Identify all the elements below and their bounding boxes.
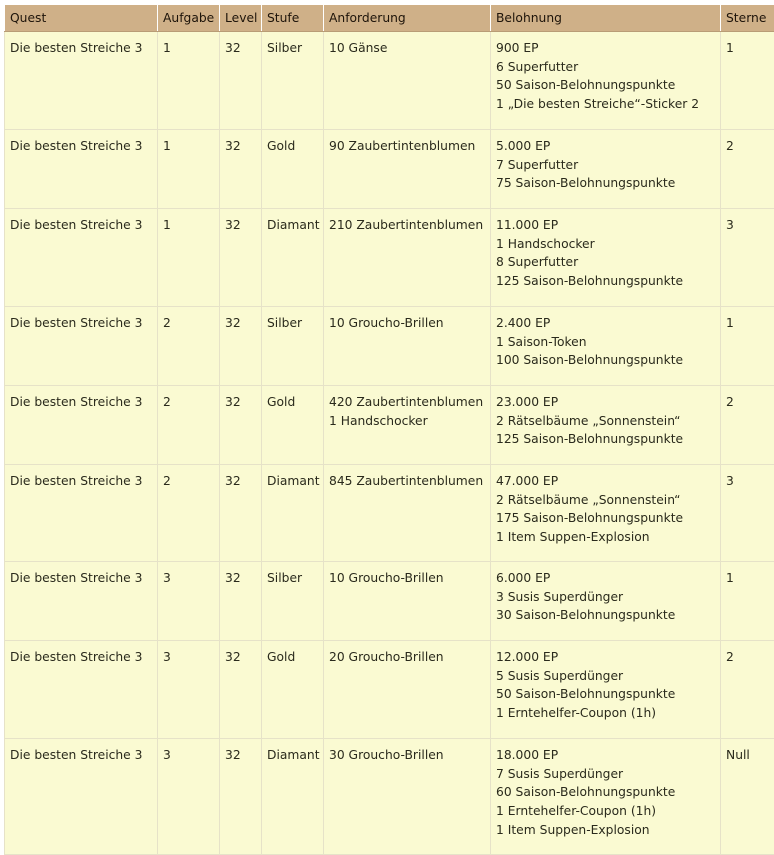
table-row xyxy=(5,641,774,739)
cell-stufe: Gold xyxy=(262,641,324,739)
cell-quest: Die besten Streiche 3 xyxy=(5,739,158,855)
belohnung-line: 50 Saison-Belohnungspunkte xyxy=(496,76,715,95)
belohnung-line: 30 Saison-Belohnungspunkte xyxy=(496,606,715,625)
cell-belohnung xyxy=(491,130,721,209)
cell-sterne: 2 xyxy=(721,386,774,465)
belohnung-line: 7 Susis Superdünger xyxy=(496,765,715,784)
belohnung-line: 125 Saison-Belohnungspunkte xyxy=(496,430,715,449)
cell-stufe: Diamant xyxy=(262,209,324,307)
cell-level: 32 xyxy=(220,209,262,307)
cell-sterne: 1 xyxy=(721,562,774,641)
header-stufe: Stufe xyxy=(262,5,324,32)
belohnung-line: 2.400 EP xyxy=(496,314,715,333)
anforderung-line: 90 Zaubertintenblumen xyxy=(329,137,485,156)
belohnung-line: 1 Erntehelfer-Coupon (1h) xyxy=(496,802,715,821)
cell-level: 32 xyxy=(220,307,262,386)
belohnung-line: 2 Rätselbäume „Sonnenstein“ xyxy=(496,412,715,431)
cell-belohnung xyxy=(491,465,721,562)
anforderung-line: 1 Handschocker xyxy=(329,412,485,431)
table-row xyxy=(5,739,774,855)
cell-level: 32 xyxy=(220,739,262,855)
cell-quest: Die besten Streiche 3 xyxy=(5,307,158,386)
cell-level: 32 xyxy=(220,465,262,562)
belohnung-line: 6 Superfutter xyxy=(496,58,715,77)
belohnung-line: 1 Item Suppen-Explosion xyxy=(496,821,715,840)
header-belohnung: Belohnung xyxy=(491,5,721,32)
cell-sterne: 1 xyxy=(721,32,774,130)
table-row xyxy=(5,32,774,130)
anforderung-line: 10 Groucho-Brillen xyxy=(329,569,485,588)
quest-table xyxy=(4,4,774,855)
table-row xyxy=(5,209,774,307)
header-aufgabe: Aufgabe xyxy=(158,5,220,32)
belohnung-line: 2 Rätselbäume „Sonnenstein“ xyxy=(496,491,715,510)
cell-anforderung xyxy=(324,307,491,386)
cell-belohnung xyxy=(491,209,721,307)
cell-anforderung xyxy=(324,386,491,465)
cell-anforderung xyxy=(324,130,491,209)
cell-level: 32 xyxy=(220,386,262,465)
belohnung-line: 8 Superfutter xyxy=(496,253,715,272)
cell-quest: Die besten Streiche 3 xyxy=(5,32,158,130)
cell-aufgabe: 2 xyxy=(158,465,220,562)
quest-table-container xyxy=(4,4,774,855)
cell-aufgabe: 1 xyxy=(158,209,220,307)
belohnung-line: 1 „Die besten Streiche“-Sticker 2 xyxy=(496,95,715,114)
belohnung-line: 7 Superfutter xyxy=(496,156,715,175)
belohnung-line: 23.000 EP xyxy=(496,393,715,412)
cell-sterne: 3 xyxy=(721,465,774,562)
cell-stufe: Silber xyxy=(262,562,324,641)
cell-belohnung xyxy=(491,641,721,739)
belohnung-line: 47.000 EP xyxy=(496,472,715,491)
cell-quest: Die besten Streiche 3 xyxy=(5,386,158,465)
belohnung-line: 75 Saison-Belohnungspunkte xyxy=(496,174,715,193)
cell-level: 32 xyxy=(220,562,262,641)
cell-aufgabe: 2 xyxy=(158,386,220,465)
cell-stufe: Silber xyxy=(262,307,324,386)
header-sterne: Sterne xyxy=(721,5,774,32)
anforderung-line: 210 Zaubertintenblumen xyxy=(329,216,485,235)
belohnung-line: 12.000 EP xyxy=(496,648,715,667)
belohnung-line: 1 Saison-Token xyxy=(496,333,715,352)
belohnung-line: 60 Saison-Belohnungspunkte xyxy=(496,783,715,802)
cell-anforderung xyxy=(324,562,491,641)
cell-belohnung xyxy=(491,307,721,386)
cell-sterne: 1 xyxy=(721,307,774,386)
table-row xyxy=(5,562,774,641)
cell-stufe: Diamant xyxy=(262,465,324,562)
cell-anforderung xyxy=(324,32,491,130)
belohnung-line: 18.000 EP xyxy=(496,746,715,765)
header-anforderung: Anforderung xyxy=(324,5,491,32)
belohnung-line: 1 Erntehelfer-Coupon (1h) xyxy=(496,704,715,723)
belohnung-line: 3 Susis Superdünger xyxy=(496,588,715,607)
belohnung-line: 100 Saison-Belohnungspunkte xyxy=(496,351,715,370)
cell-level: 32 xyxy=(220,130,262,209)
anforderung-line: 30 Groucho-Brillen xyxy=(329,746,485,765)
cell-quest: Die besten Streiche 3 xyxy=(5,641,158,739)
belohnung-line: 11.000 EP xyxy=(496,216,715,235)
table-row xyxy=(5,386,774,465)
cell-aufgabe: 3 xyxy=(158,739,220,855)
cell-aufgabe: 2 xyxy=(158,307,220,386)
cell-anforderung xyxy=(324,465,491,562)
belohnung-line: 1 Item Suppen-Explosion xyxy=(496,528,715,547)
cell-aufgabe: 3 xyxy=(158,562,220,641)
cell-belohnung xyxy=(491,739,721,855)
cell-belohnung xyxy=(491,386,721,465)
belohnung-line: 5 Susis Superdünger xyxy=(496,667,715,686)
cell-quest: Die besten Streiche 3 xyxy=(5,209,158,307)
cell-anforderung xyxy=(324,739,491,855)
belohnung-line: 50 Saison-Belohnungspunkte xyxy=(496,685,715,704)
belohnung-line: 5.000 EP xyxy=(496,137,715,156)
cell-level: 32 xyxy=(220,641,262,739)
header-level: Level xyxy=(220,5,262,32)
cell-stufe: Gold xyxy=(262,386,324,465)
cell-quest: Die besten Streiche 3 xyxy=(5,465,158,562)
cell-stufe: Silber xyxy=(262,32,324,130)
cell-aufgabe: 1 xyxy=(158,130,220,209)
cell-sterne: 2 xyxy=(721,641,774,739)
cell-sterne: Null xyxy=(721,739,774,855)
table-row xyxy=(5,130,774,209)
belohnung-line: 900 EP xyxy=(496,39,715,58)
cell-anforderung xyxy=(324,209,491,307)
cell-stufe: Diamant xyxy=(262,739,324,855)
anforderung-line: 10 Gänse xyxy=(329,39,485,58)
header-row xyxy=(5,5,774,32)
anforderung-line: 420 Zaubertintenblumen xyxy=(329,393,485,412)
cell-stufe: Gold xyxy=(262,130,324,209)
anforderung-line: 845 Zaubertintenblumen xyxy=(329,472,485,491)
cell-quest: Die besten Streiche 3 xyxy=(5,562,158,641)
cell-aufgabe: 3 xyxy=(158,641,220,739)
belohnung-line: 6.000 EP xyxy=(496,569,715,588)
cell-anforderung xyxy=(324,641,491,739)
table-row xyxy=(5,307,774,386)
cell-sterne: 2 xyxy=(721,130,774,209)
cell-belohnung xyxy=(491,562,721,641)
header-quest: Quest xyxy=(5,5,158,32)
belohnung-line: 175 Saison-Belohnungspunkte xyxy=(496,509,715,528)
cell-level: 32 xyxy=(220,32,262,130)
belohnung-line: 1 Handschocker xyxy=(496,235,715,254)
anforderung-line: 10 Groucho-Brillen xyxy=(329,314,485,333)
anforderung-line: 20 Groucho-Brillen xyxy=(329,648,485,667)
cell-sterne: 3 xyxy=(721,209,774,307)
table-row xyxy=(5,465,774,562)
cell-quest: Die besten Streiche 3 xyxy=(5,130,158,209)
belohnung-line: 125 Saison-Belohnungspunkte xyxy=(496,272,715,291)
cell-belohnung xyxy=(491,32,721,130)
cell-aufgabe: 1 xyxy=(158,32,220,130)
